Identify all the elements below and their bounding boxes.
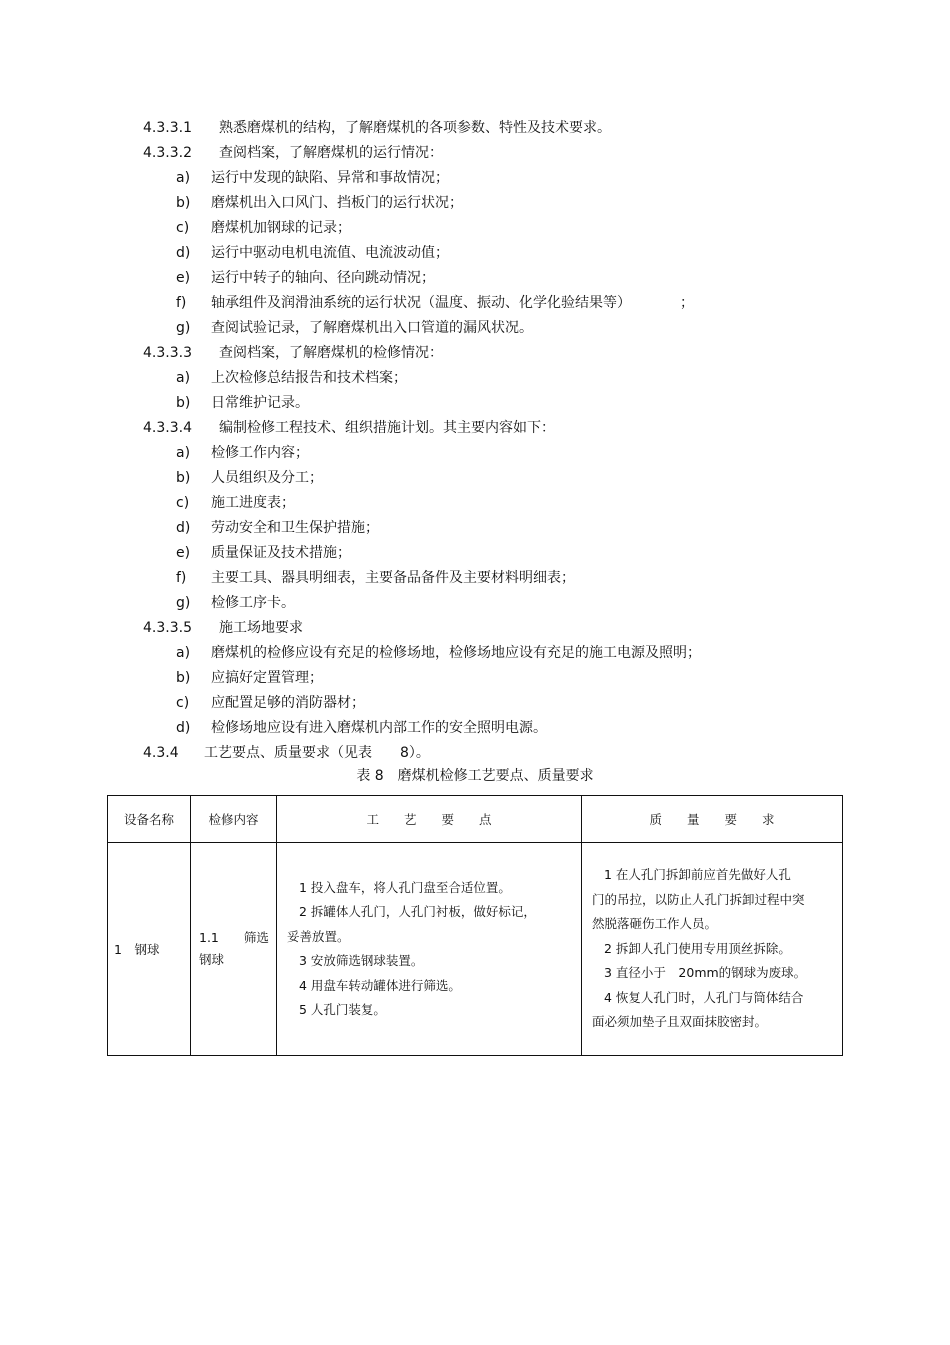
content-line: 钢球 (199, 952, 225, 967)
section-text: 施工场地要求 (219, 620, 303, 636)
process-line: 妥善放置。 (287, 928, 350, 944)
list-item-letter: f) (176, 295, 187, 311)
list-item-text: 人员组织及分工； (211, 470, 323, 486)
list-item-text: 上次检修总结报告和技术档案； (211, 370, 407, 386)
section-text: 查阅档案，了解磨煤机的运行情况： (219, 145, 443, 161)
process-line: 3 安放筛选钢球装置。 (299, 953, 424, 968)
process-line: 1 投入盘车，将人孔门盘至合适位置。 (299, 879, 511, 895)
header-quality-requirements: 质 量 要 求 (582, 796, 843, 843)
list-item-text: 施工进度表； (211, 495, 295, 511)
section-number: 4.3.4 (143, 745, 179, 761)
section-text: 工艺要点、质量要求（见表 8）。 (204, 745, 430, 761)
list-item-letter: e) (176, 545, 191, 561)
list-item-letter: d) (176, 720, 191, 736)
list-item-text: 运行中转子的轴向、径向跳动情况； (211, 270, 435, 286)
quality-line: 2 拆卸人孔门使用专用顶丝拆除。 (604, 940, 791, 956)
quality-line: 面必须加垫子且双面抹胶密封。 (592, 1014, 768, 1030)
list-item-letter: a) (176, 170, 191, 186)
list-item-text: 检修工序卡。 (211, 595, 295, 611)
process-line: 4 用盘车转动罐体进行筛选。 (299, 977, 461, 993)
list-item-text: 磨煤机的检修应设有充足的检修场地，检修场地应设有充足的施工电源及照明； (211, 645, 701, 661)
list-item-letter: a) (176, 645, 191, 661)
quality-line: 1 在人孔门拆卸前应首先做好人孔 (604, 867, 791, 883)
list-item-text: 检修场地应设有进入磨煤机内部工作的安全照明电源。 (211, 720, 547, 736)
list-item-text: 磨煤机加钢球的记录； (211, 220, 351, 236)
list-item-letter: c) (176, 495, 190, 511)
list-item-text: 应配置足够的消防器材； (211, 695, 365, 711)
list-item-text: 质量保证及技术措施； (211, 545, 351, 561)
section-number: 4.3.3.5 (143, 620, 192, 636)
list-item-letter: b) (176, 470, 191, 486)
quality-line: 4 恢复人孔门时，人孔门与筒体结合 (604, 989, 804, 1005)
list-item-letter: g) (176, 320, 191, 336)
cell-quality-requirements (582, 843, 843, 1056)
list-item-letter: g) (176, 595, 191, 611)
quality-line: 3 直径小于 20mm的钢球为废球。 (604, 965, 807, 981)
list-item-letter: c) (176, 220, 190, 236)
list-item-text: 应搞好定置管理； (211, 670, 323, 686)
list-item-letter: a) (176, 445, 191, 461)
process-line: 5 人孔门装复。 (299, 1002, 386, 1017)
list-item-text: 日常维护记录。 (211, 395, 309, 411)
list-item-letter: d) (176, 245, 191, 261)
list-item-text: 运行中发现的缺陷、异常和事故情况； (211, 170, 449, 186)
header-process-points: 工 艺 要 点 (277, 796, 582, 843)
table-row (108, 843, 843, 1056)
section-number: 4.3.3.3 (143, 345, 192, 361)
list-item-letter: f) (176, 570, 187, 586)
section-number: 4.3.3.1 (143, 120, 192, 136)
table-caption: 表 8 磨煤机检修工艺要点、质量要求 (356, 768, 594, 784)
list-item-letter: a) (176, 370, 191, 386)
section-number: 4.3.3.2 (143, 145, 192, 161)
header-equipment-name: 设备名称 (108, 796, 191, 843)
section-text: 熟悉磨煤机的结构，了解磨煤机的各项参数、特性及技术要求。 (219, 120, 611, 136)
table-header-row (108, 796, 843, 843)
quality-line: 然脱落砸伤工作人员。 (592, 916, 718, 932)
cell-maintenance-content (191, 843, 277, 1056)
list-item-letter: e) (176, 270, 191, 286)
list-item-text: 检修工作内容； (211, 445, 309, 461)
list-item-letter: b) (176, 670, 191, 686)
process-line: 2 拆罐体人孔门，人孔门衬板，做好标记， (299, 904, 536, 919)
list-item-letter: c) (176, 695, 190, 711)
section-number: 4.3.3.4 (143, 420, 192, 436)
section-text: 编制检修工程技术、组织措施计划。其主要内容如下： (219, 420, 555, 436)
header-maintenance-content: 检修内容 (191, 796, 277, 843)
cell-equipment: 1 钢球 (108, 843, 191, 1056)
list-item-letter: b) (176, 195, 191, 211)
section-text: 查阅档案，了解磨煤机的检修情况： (219, 345, 443, 361)
list-item-text: 劳动安全和卫生保护措施； (211, 520, 379, 536)
list-item-text: 查阅试验记录，了解磨煤机出入口管道的漏风状况。 (211, 320, 533, 336)
list-item-text: 轴承组件及润滑油系统的运行状况（温度、振动、化学化验结果等） ； (211, 295, 694, 311)
maintenance-table (107, 795, 843, 1056)
list-item-text: 主要工具、器具明细表，主要备品备件及主要材料明细表； (211, 570, 575, 586)
list-item-letter: d) (176, 520, 191, 536)
list-item-text: 磨煤机出入口风门、挡板门的运行状况； (211, 195, 463, 211)
list-item-text: 运行中驱动电机电流值、电流波动值； (211, 245, 449, 261)
content-line: 1.1 筛选 (199, 930, 269, 945)
list-item-letter: b) (176, 395, 191, 411)
quality-line: 门的吊拉，以防止人孔门拆卸过程中突 (592, 891, 805, 907)
cell-process-points (277, 843, 582, 1056)
